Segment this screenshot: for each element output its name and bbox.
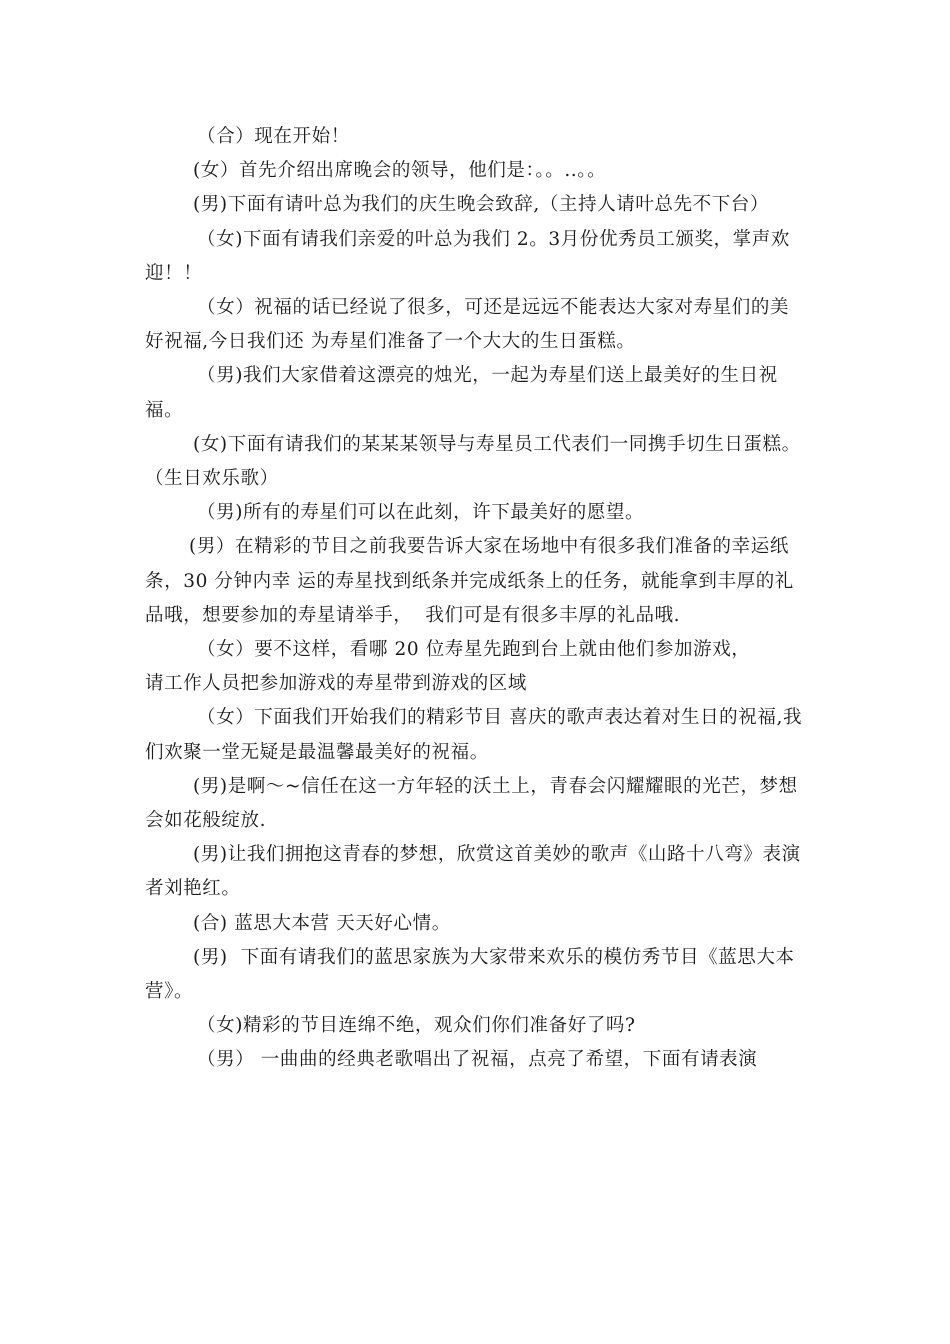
- paragraph-cut-cake: (女)下面有请我们的某某某领导与寿星员工代表们一同携手切生日蛋糕。（生日欢乐歌）: [145, 433, 801, 490]
- paragraph-opening: （合）现在开始！: [197, 126, 350, 147]
- paragraph-old-songs: （男） 一曲曲的经典老歌唱出了祝福，点亮了希望，下面有请表演: [197, 1049, 758, 1071]
- paragraph-award: （女)下面有请我们亲爱的叶总为我们 2。3月份优秀员工颁奖，掌声欢迎！！: [145, 228, 790, 284]
- paragraph-imitation-show: (男) 下面有请我们的蓝思家族为大家带来欢乐的模仿秀节目《蓝思大本营》。: [145, 946, 795, 1003]
- paragraph-together: (合) 蓝思大本营 天天好心情。: [193, 912, 451, 934]
- paragraph-cake: （女）祝福的话已经说了很多，可还是远远不能表达大家对寿星们的美好祝福,今日我们还 为寿星们准备了一个大大的生日蛋糕。: [145, 297, 790, 353]
- script-body: [145, 120, 805, 1078]
- paragraph-lucky-notes: (男）在精彩的节目之前我要告诉大家在场地中有很多我们准备的幸运纸条，30 分钟内幸 运的寿星找到纸条并完成纸条上的任务，就能拿到丰厚的礼品哦，想要参加的寿星请举手， 我们可是有很多丰厚的礼品哦.: [145, 536, 794, 626]
- paragraph-song: (男)让我们拥抱这青春的梦想，欣赏这首美妙的歌声《山路十八弯》表演者刘艳红。: [145, 844, 801, 900]
- paragraph-candlelight: （男)我们大家借着这漂亮的烛光，一起为寿星们送上最美好的生日祝福。: [145, 365, 778, 421]
- paragraph-youth: (男)是啊～~信任在这一方年轻的沃土上，青春会闪耀耀眼的光芒，梦想会如花般绽放.: [145, 775, 798, 832]
- paragraph-speech-invite: (男)下面有请叶总为我们的庆生晚会致辞,（主持人请叶总先不下台）: [193, 194, 770, 216]
- paragraph-game: （女）要不这样，看哪 20 位寿星先跑到台上就由他们参加游戏，: [197, 639, 751, 661]
- paragraph-program-start: （女）下面我们开始我们的精彩节目 喜庆的歌声表达着对生日的祝福,我们欢聚一堂无疑是最温馨最美好的祝福。: [145, 707, 803, 763]
- paragraph-introduce-leaders: (女）首先介绍出席晚会的领导，他们是：。。..。。: [193, 160, 607, 182]
- paragraph-wish: （男)所有的寿星们可以在此刻，许下最美好的愿望。: [197, 502, 645, 524]
- paragraph-game-staff: 请工作人员把参加游戏的寿星带到游戏的区域: [145, 673, 528, 695]
- paragraph-ready: （女)精彩的节目连绵不绝，观众们你们准备好了吗?: [197, 1015, 636, 1037]
